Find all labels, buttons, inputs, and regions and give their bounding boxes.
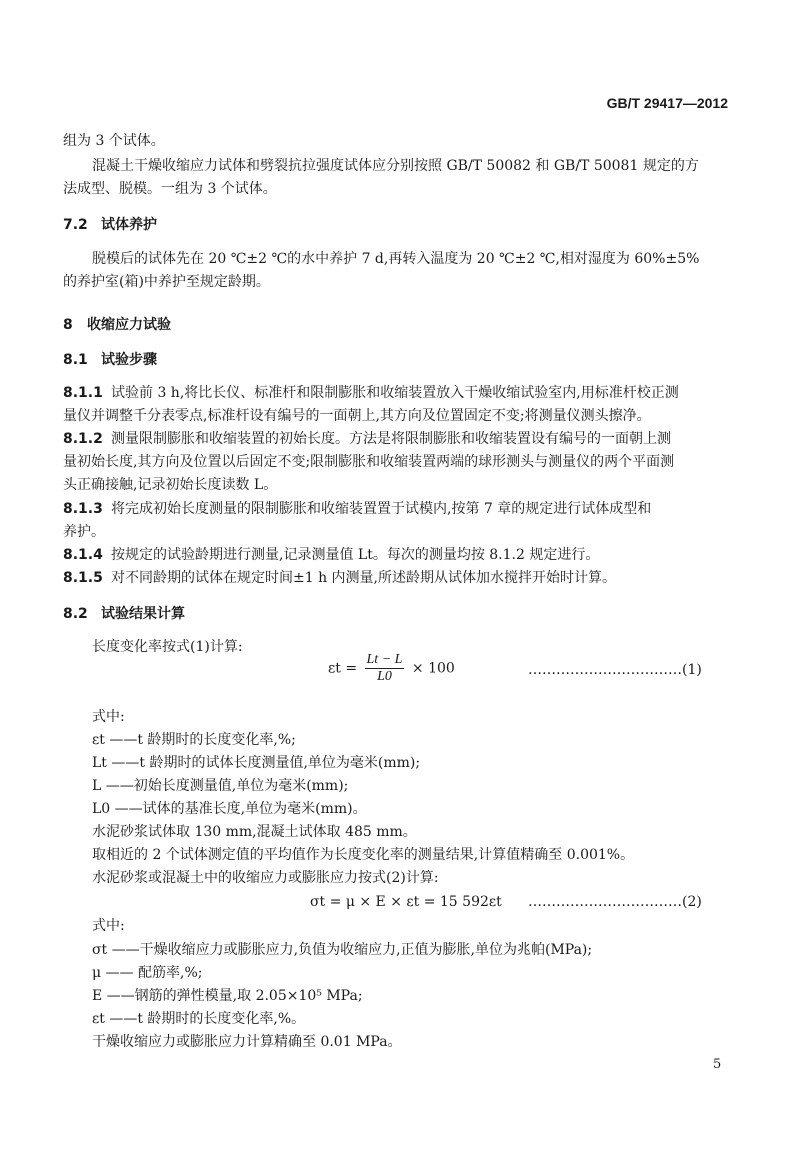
standard-number: GB/T 29417—2012: [606, 95, 728, 111]
clause-number: 8.1.3: [63, 501, 103, 517]
clause-8-1-3: [63, 500, 651, 518]
equation-lhs: εt =: [328, 660, 358, 677]
clause-8-1-2: [63, 430, 671, 448]
definition-item: Lt ——t 龄期时的试体长度测量值,单位为毫米(mm);: [92, 755, 421, 771]
paragraph: 式中:: [92, 709, 125, 725]
clause-text: 按规定的试验龄期进行测量,记录测量值 Lt。每次的测量均按 8.1.2 规定进行。: [111, 547, 600, 563]
equation-number: ……………………………(1): [528, 662, 702, 678]
numerator: Lt − L: [366, 652, 403, 667]
clause-8-1-5: [63, 569, 616, 587]
paragraph: 法成型、脱模。一组为 3 个试体。: [63, 181, 277, 197]
paragraph: 组为 3 个试体。: [63, 133, 165, 149]
section-heading-8: [63, 316, 171, 334]
clause-number: 8.1.2: [63, 431, 103, 447]
section-title: 试验步骤: [101, 352, 157, 368]
clause-number: 8.1.5: [63, 570, 103, 586]
paragraph: 量初始长度,其方向及位置以后固定不变;限制膨胀和收缩装置两端的球形测头与测量仪的两个平面测: [63, 454, 675, 470]
clause-text: 对不同龄期的试体在规定时间±1 h 内测量,所述龄期从试体加水搅拌开始时计算。: [111, 570, 617, 586]
paragraph: 量仪并调整千分表零点,标准杆设有编号的一面朝上,其方向及位置固定不变;将测量仪测头擦净。: [63, 408, 651, 424]
paragraph: 水泥砂浆试体取 130 mm,混凝土试体取 485 mm。: [92, 824, 417, 840]
equation-1: [328, 652, 455, 685]
paragraph: 头正确接触,记录初始长度读数 L。: [63, 477, 278, 493]
paragraph: 干燥收缩应力或膨胀应力计算精确至 0.01 MPa。: [92, 1034, 402, 1050]
equation-2: σt = μ × E × εt = 15 592εt: [310, 894, 502, 910]
page-number: 5: [713, 1057, 722, 1072]
paragraph: 脱模后的试体先在 20 ℃±2 ℃的水中养护 7 d,再转入温度为 20 ℃±2 ℃,相对湿度为 60%±5%: [92, 251, 700, 267]
clause-text: 试验前 3 h,将比长仪、标准杆和限制膨胀和收缩装置放入干燥收缩试验室内,用标准杆校正测: [111, 385, 679, 401]
definition-item: σt ——干燥收缩应力或膨胀应力,负值为收缩应力,正值为膨胀,单位为兆帕(MPa);: [92, 942, 593, 958]
clause-number: 8.1.1: [63, 385, 103, 401]
equation-number: ……………………………(2): [528, 894, 702, 910]
section-title: 试体养护: [101, 217, 157, 233]
equation-rhs: × 100: [411, 660, 455, 677]
fraction: [365, 652, 405, 685]
section-title: 试验结果计算: [101, 606, 185, 622]
section-heading-8-2: [63, 605, 185, 623]
definition-item: εt ——t 龄期时的长度变化率,%;: [92, 732, 296, 748]
definition-item: L ——初始长度测量值,单位为毫米(mm);: [92, 778, 349, 794]
section-heading-7-2: [63, 216, 157, 234]
definition-item: E ——钢筋的弹性模量,取 2.05×10⁵ MPa;: [92, 988, 363, 1004]
section-number: 8.2: [63, 606, 88, 622]
clause-text: 测量限制膨胀和收缩装置的初始长度。方法是将限制膨胀和收缩装置设有编号的一面朝上测: [111, 431, 671, 447]
section-number: 7.2: [63, 217, 88, 233]
denominator: L0: [377, 669, 392, 684]
clause-8-1-1: [63, 384, 679, 402]
clause-8-1-4: [63, 546, 599, 564]
section-number: 8: [63, 317, 73, 333]
definition-item: L0 ——试体的基准长度,单位为毫米(mm)。: [92, 801, 367, 817]
paragraph: 式中:: [92, 918, 125, 934]
definition-item: μ —— 配筋率,%;: [92, 965, 203, 981]
paragraph: 长度变化率按式(1)计算:: [92, 639, 243, 655]
definition-item: εt ——t 龄期时的长度变化率,%。: [92, 1011, 306, 1027]
paragraph: 混凝土干燥收缩应力试体和劈裂抗拉强度试体应分别按照 GB/T 50082 和 GB/T 50081 规定的方: [92, 158, 699, 174]
paragraph: 的养护室(箱)中养护至规定龄期。: [63, 274, 270, 290]
paragraph: 取相近的 2 个试体测定值的平均值作为长度变化率的测量结果,计算值精确至 0.001%。: [92, 847, 635, 863]
clause-number: 8.1.4: [63, 547, 103, 563]
section-number: 8.1: [63, 352, 88, 368]
section-title: 收缩应力试验: [87, 317, 171, 333]
paragraph: 养护。: [63, 524, 105, 540]
section-heading-8-1: [63, 351, 157, 369]
clause-text: 将完成初始长度测量的限制膨胀和收缩装置置于试模内,按第 7 章的规定进行试体成型和: [111, 501, 652, 517]
paragraph: 水泥砂浆或混凝土中的收缩应力或膨胀应力按式(2)计算:: [92, 870, 439, 886]
